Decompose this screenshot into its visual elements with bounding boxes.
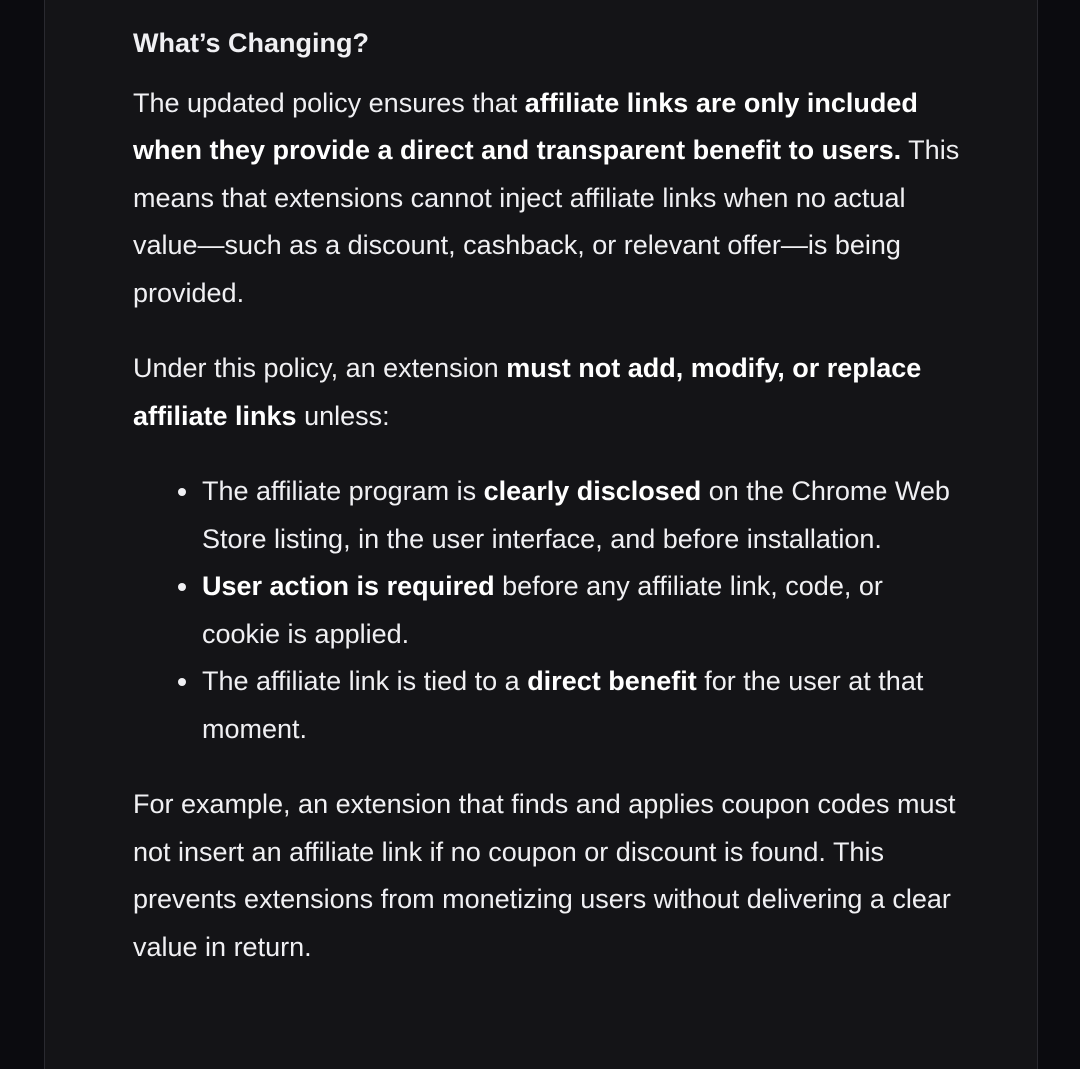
paragraph-example: For example, an extension that finds and applies coupon codes must not insert an affiliate link if no coupon or discount is found. This prevents extensions from monetizing users without delivering a clear value in return. (133, 789, 956, 962)
paragraph-text: This means that extensions cannot inject affiliate links when no actual value—such as a discount, cashback, or relevant offer—is being provided. (133, 135, 960, 308)
list-item-text: on the Chrome Web Store listing, in the user interface, and before installation. (202, 476, 950, 554)
paragraph-bold-text: must not add, modify, or replace affiliate links (133, 353, 922, 431)
section-heading: What’s Changing? (133, 28, 369, 58)
list-item (202, 563, 963, 658)
paragraph-under-policy (133, 345, 963, 440)
article-content (133, 20, 963, 999)
list-item-bold-text: User action is required (202, 571, 495, 601)
list-item-text: The affiliate program is (202, 476, 484, 506)
list-item (202, 468, 963, 563)
conditions-list (133, 468, 963, 753)
list-item (202, 658, 963, 753)
paragraph-bold-text: affiliate links are only included when they provide a direct and transparent benefit to users. (133, 87, 918, 165)
list-item-bold-text: direct benefit (527, 666, 697, 696)
paragraph-text: Under this policy, an extension (133, 353, 507, 383)
list-item-text: before any affiliate link, code, or cookie is applied. (202, 571, 883, 649)
list-item-text: for the user at that moment. (202, 666, 924, 744)
paragraph-text: The updated policy ensures that (133, 87, 525, 118)
list-item-bold-text: clearly disclosed (483, 476, 702, 506)
list-item-text: The affiliate link is tied to a (202, 666, 528, 696)
paragraph-text: unless: (296, 400, 390, 431)
paragraph-updated-policy (133, 80, 963, 318)
